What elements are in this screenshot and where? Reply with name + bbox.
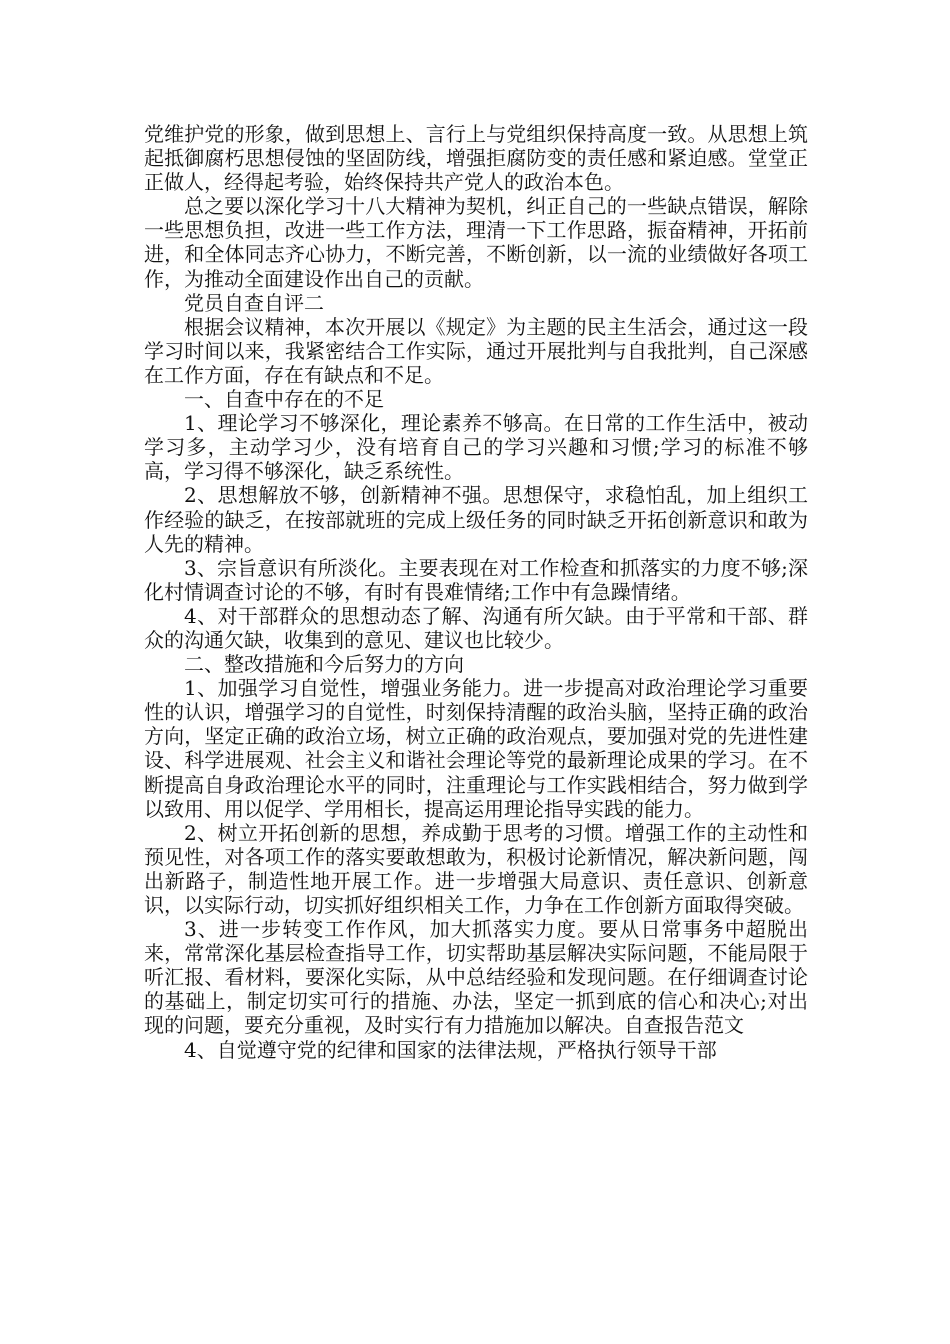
measure-item-4: 4、自觉遵守党的纪律和国家的法律法规，严格执行领导干部	[184, 1037, 717, 1062]
section-title: 党员自查自评二	[184, 290, 324, 315]
paragraph-continuation: 党维护党的形象，做到思想上、言行上与党组织保持高度一致。从思想上筑起抵御腐朽思想侵蚀的坚固防线，增强拒腐防变的责任感和紧迫感。堂堂正正做人，经得起考验，始终保持共产党人的政治本色。	[144, 122, 808, 195]
shortcoming-item-3: 3、宗旨意识有所淡化。主要表现在对工作检查和抓落实的力度不够;深化村情调查讨论的不够，有时有畏难情绪;工作中有急躁情绪。	[144, 555, 808, 604]
shortcoming-item-2: 2、思想解放不够，创新精神不强。思想保守，求稳怕乱，加上组织工作经验的缺乏，在按部就班的完成上级任务的同时缺乏开拓创新意识和敢为人先的精神。	[144, 483, 808, 556]
document-page	[144, 122, 808, 1062]
measure-item-2: 2、树立开拓创新的思想，养成勤于思考的习惯。增强工作的主动性和预见性，对各项工作的落实要敢想敢为，积极讨论新情况，解决新问题，闯出新路子，制造性地开展工作。进一步增强大局意识、责任意识、创新意识，以实际行动，切实抓好组织相关工作，力争在工作创新方面取得突破。	[144, 820, 808, 917]
heading-measures: 二、整改措施和今后努力的方向	[184, 652, 464, 677]
shortcoming-item-1: 1、理论学习不够深化，理论素养不够高。在日常的工作生活中，被动学习多，主动学习少，没有培育自己的学习兴趣和习惯;学习的标准不够高，学习得不够深化，缺乏系统性。	[144, 411, 808, 484]
measure-item-3: 3、进一步转变工作作风，加大抓落实力度。要从日常事务中超脱出来，常常深化基层检查指导工作，切实帮助基层解决实际问题，不能局限于听汇报、看材料，要深化实际，从中总结经验和发现问题。在仔细调查讨论的基础上，制定切实可行的措施、办法，坚定一抓到底的信心和决心;对出现的问题，要充分重视，及时实行有力措施加以解决。自查报告范文	[144, 917, 808, 1038]
shortcoming-item-4: 4、对干部群众的思想动态了解、沟通有所欠缺。由于平常和干部、群众的沟通欠缺，收集到的意见、建议也比较少。	[144, 603, 808, 652]
paragraph-conclusion: 总之要以深化学习十八大精神为契机，纠正自己的一些缺点错误，解除一些思想负担，改进一些工作方法，理清一下工作思路，振奋精神，开拓前进，和全体同志齐心协力，不断完善，不断创新，以一流的业绩做好各项工作，为推动全面建设作出自己的贡献。	[144, 194, 808, 291]
heading-shortcomings: 一、自查中存在的不足	[184, 387, 384, 412]
measure-item-1: 1、加强学习自觉性，增强业务能力。进一步提高对政治理论学习重要性的认识，增强学习的自觉性，时刻保持清醒的政治头脑，坚持正确的政治方向，坚定正确的政治立场，树立正确的政治观点，要加强对党的先进性建设、科学进展观、社会主义和谐社会理论等党的最新理论成果的学习。在不断提高自身政治理论水平的同时，注重理论与工作实践相结合，努力做到学以致用、用以促学、学用相长，提高运用理论指导实践的能力。	[144, 676, 808, 821]
paragraph-intro: 根据会议精神，本次开展以《规定》为主题的民主生活会，通过这一段学习时间以来，我紧密结合工作实际，通过开展批判与自我批判，自己深感在工作方面，存在有缺点和不足。	[144, 314, 808, 387]
